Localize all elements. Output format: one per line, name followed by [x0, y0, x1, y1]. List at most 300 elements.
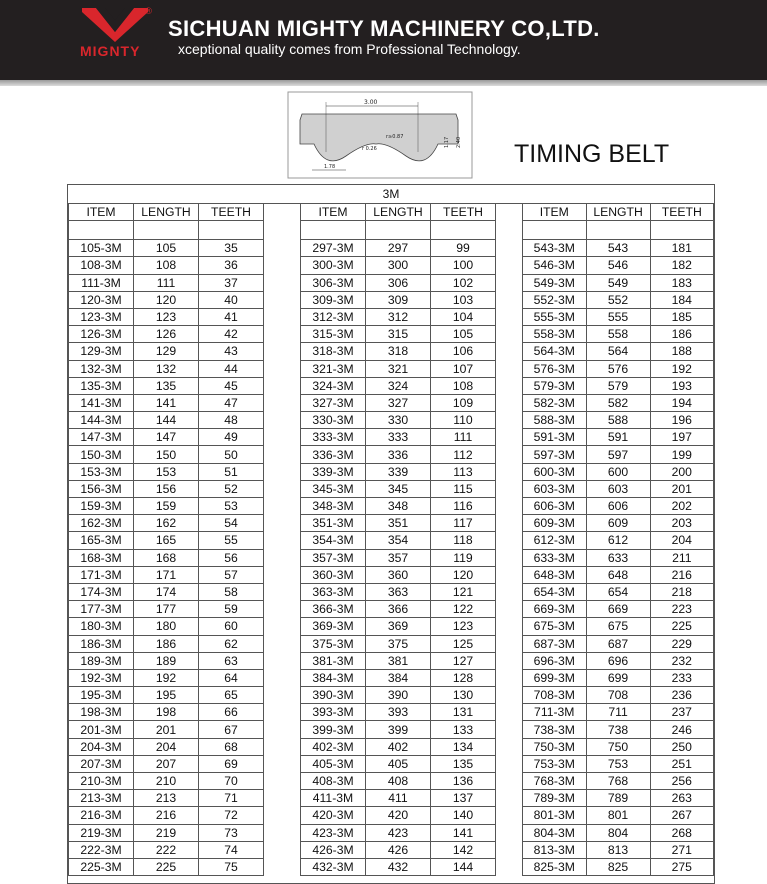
- length-cell: 321: [366, 360, 431, 377]
- item-cell: 558-3M: [523, 326, 587, 343]
- table-row: [523, 601, 714, 618]
- table-row: [301, 549, 496, 566]
- table-row: [523, 566, 714, 583]
- length-cell: 546: [586, 257, 650, 274]
- item-cell: 156-3M: [69, 480, 134, 497]
- table-row: [523, 755, 714, 772]
- item-cell: 789-3M: [523, 790, 587, 807]
- length-cell: 603: [586, 480, 650, 497]
- length-cell: 135: [134, 377, 199, 394]
- column-header: TEETH: [199, 204, 264, 221]
- length-cell: 633: [586, 549, 650, 566]
- table-row: [69, 704, 264, 721]
- teeth-cell: 74: [199, 841, 264, 858]
- product-title: TIMING BELT: [514, 140, 670, 168]
- table-row: [69, 274, 264, 291]
- item-cell: 201-3M: [69, 721, 134, 738]
- item-cell: 333-3M: [301, 429, 366, 446]
- item-cell: 360-3M: [301, 566, 366, 583]
- length-cell: 111: [134, 274, 199, 291]
- item-cell: 108-3M: [69, 257, 134, 274]
- length-cell: 600: [586, 463, 650, 480]
- table-row: [69, 343, 264, 360]
- length-cell: 333: [366, 429, 431, 446]
- teeth-cell: 246: [650, 721, 713, 738]
- item-cell: 345-3M: [301, 480, 366, 497]
- item-cell: 738-3M: [523, 721, 587, 738]
- length-cell: 825: [586, 858, 650, 875]
- item-cell: 174-3M: [69, 583, 134, 600]
- item-cell: 306-3M: [301, 274, 366, 291]
- teeth-cell: 229: [650, 635, 713, 652]
- teeth-cell: 188: [650, 343, 713, 360]
- item-cell: 189-3M: [69, 652, 134, 669]
- teeth-cell: 237: [650, 704, 713, 721]
- teeth-cell: 41: [199, 308, 264, 325]
- item-cell: 408-3M: [301, 773, 366, 790]
- length-cell: 804: [586, 824, 650, 841]
- teeth-cell: 47: [199, 394, 264, 411]
- length-cell: 393: [366, 704, 431, 721]
- item-cell: 147-3M: [69, 429, 134, 446]
- table-row: [69, 394, 264, 411]
- table-row: [301, 343, 496, 360]
- length-cell: 375: [366, 635, 431, 652]
- teeth-cell: 123: [431, 618, 496, 635]
- teeth-cell: 202: [650, 498, 713, 515]
- table-row: [523, 257, 714, 274]
- table-row: [523, 583, 714, 600]
- teeth-cell: 72: [199, 807, 264, 824]
- table-row: [69, 738, 264, 755]
- belt-size-table: [67, 184, 715, 884]
- teeth-cell: 183: [650, 274, 713, 291]
- item-cell: 168-3M: [69, 549, 134, 566]
- teeth-cell: 275: [650, 858, 713, 875]
- column-header: TEETH: [650, 204, 713, 221]
- teeth-cell: 128: [431, 669, 496, 686]
- length-cell: 108: [134, 257, 199, 274]
- item-cell: 654-3M: [523, 583, 587, 600]
- table-row: [523, 618, 714, 635]
- table-row: [301, 377, 496, 394]
- dim-w: 1.78: [324, 164, 336, 170]
- length-cell: 324: [366, 377, 431, 394]
- teeth-cell: 121: [431, 583, 496, 600]
- item-cell: 141-3M: [69, 394, 134, 411]
- item-cell: 309-3M: [301, 291, 366, 308]
- table-row: [301, 858, 496, 875]
- item-cell: 339-3M: [301, 463, 366, 480]
- item-cell: 555-3M: [523, 308, 587, 325]
- table-row: [301, 635, 496, 652]
- table-row: [301, 738, 496, 755]
- length-cell: 147: [134, 429, 199, 446]
- table-row: [301, 480, 496, 497]
- item-cell: 801-3M: [523, 807, 587, 824]
- length-cell: 360: [366, 566, 431, 583]
- table-row: [69, 652, 264, 669]
- length-cell: 801: [586, 807, 650, 824]
- teeth-cell: 182: [650, 257, 713, 274]
- item-cell: 318-3M: [301, 343, 366, 360]
- length-cell: 612: [586, 532, 650, 549]
- length-cell: 216: [134, 807, 199, 824]
- teeth-cell: 109: [431, 394, 496, 411]
- table-row: [69, 240, 264, 257]
- column-header: TEETH: [431, 204, 496, 221]
- table-row: [301, 291, 496, 308]
- table-row: [69, 377, 264, 394]
- length-cell: 201: [134, 721, 199, 738]
- item-cell: 366-3M: [301, 601, 366, 618]
- teeth-cell: 268: [650, 824, 713, 841]
- teeth-cell: 75: [199, 858, 264, 875]
- length-cell: 789: [586, 790, 650, 807]
- length-cell: 132: [134, 360, 199, 377]
- teeth-cell: 140: [431, 807, 496, 824]
- length-cell: 366: [366, 601, 431, 618]
- column-header: LENGTH: [134, 204, 199, 221]
- item-cell: 120-3M: [69, 291, 134, 308]
- length-cell: 336: [366, 446, 431, 463]
- table-row: [69, 360, 264, 377]
- length-cell: 699: [586, 669, 650, 686]
- item-cell: 381-3M: [301, 652, 366, 669]
- teeth-cell: 130: [431, 687, 496, 704]
- table-row: [301, 687, 496, 704]
- spacer-row: [301, 221, 496, 240]
- teeth-cell: 141: [431, 824, 496, 841]
- teeth-cell: 250: [650, 738, 713, 755]
- teeth-cell: 68: [199, 738, 264, 755]
- table-row: [301, 721, 496, 738]
- length-cell: 669: [586, 601, 650, 618]
- page-header: [0, 0, 767, 80]
- length-cell: 168: [134, 549, 199, 566]
- length-cell: 174: [134, 583, 199, 600]
- item-cell: 411-3M: [301, 790, 366, 807]
- item-cell: 825-3M: [523, 858, 587, 875]
- table-row: [523, 291, 714, 308]
- length-cell: 210: [134, 773, 199, 790]
- length-cell: 687: [586, 635, 650, 652]
- item-cell: 612-3M: [523, 532, 587, 549]
- length-cell: 390: [366, 687, 431, 704]
- length-cell: 606: [586, 498, 650, 515]
- teeth-cell: 181: [650, 240, 713, 257]
- length-cell: 381: [366, 652, 431, 669]
- length-cell: 219: [134, 824, 199, 841]
- length-cell: 123: [134, 308, 199, 325]
- teeth-cell: 142: [431, 841, 496, 858]
- table-row: [301, 532, 496, 549]
- table-row: [301, 618, 496, 635]
- item-cell: 126-3M: [69, 326, 134, 343]
- table-row: [69, 326, 264, 343]
- table-row: [69, 566, 264, 583]
- table-row: [523, 412, 714, 429]
- table-row: [301, 704, 496, 721]
- length-cell: 189: [134, 652, 199, 669]
- teeth-cell: 70: [199, 773, 264, 790]
- table-row: [69, 549, 264, 566]
- teeth-cell: 105: [431, 326, 496, 343]
- table-row: [523, 343, 714, 360]
- length-cell: 297: [366, 240, 431, 257]
- length-cell: 171: [134, 566, 199, 583]
- teeth-cell: 271: [650, 841, 713, 858]
- table-row: [69, 807, 264, 824]
- table-row: [69, 446, 264, 463]
- item-cell: 648-3M: [523, 566, 587, 583]
- teeth-cell: 117: [431, 515, 496, 532]
- length-cell: 129: [134, 343, 199, 360]
- length-cell: 564: [586, 343, 650, 360]
- teeth-cell: 69: [199, 755, 264, 772]
- item-cell: 312-3M: [301, 308, 366, 325]
- table-row: [523, 480, 714, 497]
- table-row: [69, 669, 264, 686]
- table-row: [69, 635, 264, 652]
- item-cell: 222-3M: [69, 841, 134, 858]
- teeth-cell: 233: [650, 669, 713, 686]
- length-cell: 225: [134, 858, 199, 875]
- table-row: [69, 498, 264, 515]
- table-row: [523, 308, 714, 325]
- teeth-cell: 110: [431, 412, 496, 429]
- teeth-cell: 199: [650, 446, 713, 463]
- length-cell: 558: [586, 326, 650, 343]
- length-cell: 120: [134, 291, 199, 308]
- length-cell: 753: [586, 755, 650, 772]
- item-cell: 804-3M: [523, 824, 587, 841]
- length-cell: 348: [366, 498, 431, 515]
- teeth-cell: 186: [650, 326, 713, 343]
- table-row: [523, 773, 714, 790]
- table-row: [523, 824, 714, 841]
- teeth-cell: 50: [199, 446, 264, 463]
- table-row: [301, 274, 496, 291]
- teeth-cell: 194: [650, 394, 713, 411]
- teeth-cell: 197: [650, 429, 713, 446]
- length-cell: 555: [586, 308, 650, 325]
- item-cell: 210-3M: [69, 773, 134, 790]
- item-cell: 165-3M: [69, 532, 134, 549]
- belt-profile-diagram: [288, 92, 472, 178]
- table-row: [301, 394, 496, 411]
- teeth-cell: 135: [431, 755, 496, 772]
- length-cell: 207: [134, 755, 199, 772]
- item-cell: 171-3M: [69, 566, 134, 583]
- length-cell: 315: [366, 326, 431, 343]
- teeth-cell: 37: [199, 274, 264, 291]
- teeth-cell: 107: [431, 360, 496, 377]
- item-cell: 351-3M: [301, 515, 366, 532]
- teeth-cell: 64: [199, 669, 264, 686]
- table-row: [69, 515, 264, 532]
- logo-text: MIGNTY: [80, 43, 141, 59]
- item-cell: 543-3M: [523, 240, 587, 257]
- item-cell: 195-3M: [69, 687, 134, 704]
- item-cell: 129-3M: [69, 343, 134, 360]
- item-cell: 153-3M: [69, 463, 134, 480]
- column-header: ITEM: [69, 204, 134, 221]
- table-row: [523, 377, 714, 394]
- length-cell: 198: [134, 704, 199, 721]
- length-cell: 675: [586, 618, 650, 635]
- table-row: [69, 308, 264, 325]
- item-cell: 420-3M: [301, 807, 366, 824]
- length-cell: 552: [586, 291, 650, 308]
- item-cell: 426-3M: [301, 841, 366, 858]
- teeth-cell: 108: [431, 377, 496, 394]
- teeth-cell: 223: [650, 601, 713, 618]
- table-row: [301, 412, 496, 429]
- length-cell: 549: [586, 274, 650, 291]
- item-cell: 669-3M: [523, 601, 587, 618]
- teeth-cell: 52: [199, 480, 264, 497]
- teeth-cell: 136: [431, 773, 496, 790]
- length-cell: 402: [366, 738, 431, 755]
- teeth-cell: 196: [650, 412, 713, 429]
- table-row: [301, 841, 496, 858]
- item-cell: 186-3M: [69, 635, 134, 652]
- teeth-cell: 119: [431, 549, 496, 566]
- length-cell: 768: [586, 773, 650, 790]
- table-row: [523, 549, 714, 566]
- table-row: [69, 291, 264, 308]
- teeth-cell: 63: [199, 652, 264, 669]
- item-cell: 135-3M: [69, 377, 134, 394]
- table-row: [523, 704, 714, 721]
- length-cell: 384: [366, 669, 431, 686]
- table-row: [523, 515, 714, 532]
- teeth-cell: 36: [199, 257, 264, 274]
- length-cell: 309: [366, 291, 431, 308]
- teeth-cell: 102: [431, 274, 496, 291]
- item-cell: 180-3M: [69, 618, 134, 635]
- item-cell: 390-3M: [301, 687, 366, 704]
- table-row: [523, 721, 714, 738]
- dim-r1: r≥0.87: [386, 134, 404, 140]
- teeth-cell: 218: [650, 583, 713, 600]
- table-row: [523, 687, 714, 704]
- item-cell: 330-3M: [301, 412, 366, 429]
- length-cell: 213: [134, 790, 199, 807]
- table-row: [301, 326, 496, 343]
- table-row: [523, 669, 714, 686]
- table-header-row: [69, 204, 264, 221]
- teeth-cell: 232: [650, 652, 713, 669]
- table-row: [69, 824, 264, 841]
- teeth-cell: 251: [650, 755, 713, 772]
- teeth-cell: 122: [431, 601, 496, 618]
- item-cell: 225-3M: [69, 858, 134, 875]
- item-cell: 198-3M: [69, 704, 134, 721]
- length-cell: 654: [586, 583, 650, 600]
- teeth-cell: 201: [650, 480, 713, 497]
- length-cell: 357: [366, 549, 431, 566]
- mighty-logo-icon: [80, 4, 153, 44]
- teeth-cell: 211: [650, 549, 713, 566]
- table-row: [69, 721, 264, 738]
- item-cell: 159-3M: [69, 498, 134, 515]
- length-cell: 576: [586, 360, 650, 377]
- table-row: [523, 807, 714, 824]
- item-cell: 603-3M: [523, 480, 587, 497]
- item-cell: 600-3M: [523, 463, 587, 480]
- length-cell: 813: [586, 841, 650, 858]
- item-cell: 609-3M: [523, 515, 587, 532]
- item-cell: 576-3M: [523, 360, 587, 377]
- teeth-cell: 120: [431, 566, 496, 583]
- length-cell: 420: [366, 807, 431, 824]
- table-row: [69, 257, 264, 274]
- table-row: [69, 583, 264, 600]
- item-cell: 813-3M: [523, 841, 587, 858]
- teeth-cell: 134: [431, 738, 496, 755]
- table-row: [523, 446, 714, 463]
- company-tagline: xceptional quality comes from Professional Technology.: [178, 41, 521, 57]
- item-cell: 753-3M: [523, 755, 587, 772]
- teeth-cell: 44: [199, 360, 264, 377]
- teeth-cell: 216: [650, 566, 713, 583]
- item-cell: 369-3M: [301, 618, 366, 635]
- item-cell: 750-3M: [523, 738, 587, 755]
- dim-pitch: 3.00: [364, 99, 378, 106]
- teeth-cell: 49: [199, 429, 264, 446]
- teeth-cell: 192: [650, 360, 713, 377]
- table-row: [69, 618, 264, 635]
- item-cell: 579-3M: [523, 377, 587, 394]
- item-cell: 144-3M: [69, 412, 134, 429]
- length-cell: 195: [134, 687, 199, 704]
- teeth-cell: 236: [650, 687, 713, 704]
- teeth-cell: 55: [199, 532, 264, 549]
- item-cell: 192-3M: [69, 669, 134, 686]
- teeth-cell: 99: [431, 240, 496, 257]
- table-title: 3M: [68, 185, 714, 204]
- item-cell: 105-3M: [69, 240, 134, 257]
- teeth-cell: 137: [431, 790, 496, 807]
- item-cell: 633-3M: [523, 549, 587, 566]
- teeth-cell: 73: [199, 824, 264, 841]
- length-cell: 153: [134, 463, 199, 480]
- item-cell: 207-3M: [69, 755, 134, 772]
- item-cell: 111-3M: [69, 274, 134, 291]
- table-row: [523, 240, 714, 257]
- length-cell: 354: [366, 532, 431, 549]
- table-row: [69, 687, 264, 704]
- table-row: [301, 429, 496, 446]
- length-cell: 126: [134, 326, 199, 343]
- table-row: [301, 824, 496, 841]
- table-row: [69, 858, 264, 875]
- item-cell: 348-3M: [301, 498, 366, 515]
- table-row: [523, 463, 714, 480]
- table-row: [523, 394, 714, 411]
- teeth-cell: 263: [650, 790, 713, 807]
- length-cell: 339: [366, 463, 431, 480]
- teeth-cell: 200: [650, 463, 713, 480]
- teeth-cell: 131: [431, 704, 496, 721]
- teeth-cell: 193: [650, 377, 713, 394]
- item-cell: 324-3M: [301, 377, 366, 394]
- length-cell: 363: [366, 583, 431, 600]
- item-cell: 768-3M: [523, 773, 587, 790]
- length-cell: 648: [586, 566, 650, 583]
